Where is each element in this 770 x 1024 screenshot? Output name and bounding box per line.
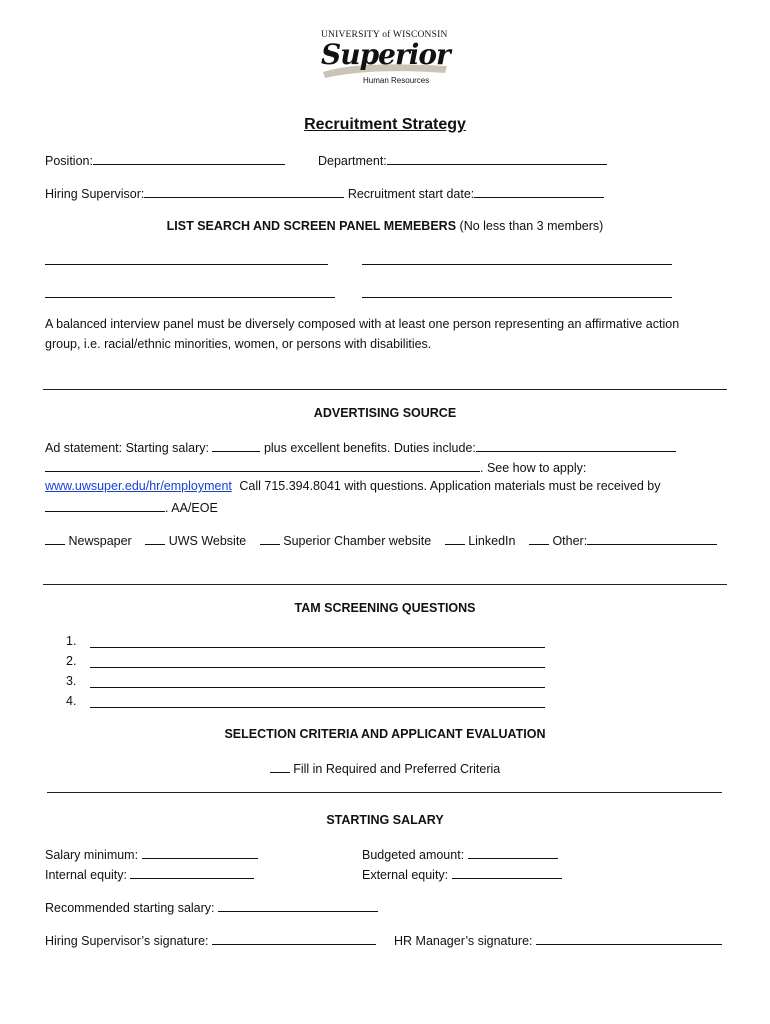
other-field[interactable]: [587, 532, 717, 545]
logo-superior: Superior: [321, 38, 450, 71]
received-by-field[interactable]: [45, 499, 165, 512]
tam-question-3[interactable]: [90, 687, 545, 688]
panel-heading: LIST SEARCH AND SCREEN PANEL MEMEBERS: [166, 219, 457, 233]
aa-eoe-text: . AA/EOE: [165, 501, 218, 515]
divider-1: [43, 389, 727, 390]
hr-signature-label: HR Manager’s signature:: [394, 934, 533, 948]
source-other: Other:: [552, 534, 588, 548]
ad-plus-text: plus excellent benefits. Duties include:: [263, 441, 476, 455]
salary-heading: STARTING SALARY: [326, 813, 444, 827]
supervisor-signature-label: Hiring Supervisor’s signature:: [45, 934, 209, 948]
panel-text-2: group, i.e. racial/ethnic minorities, women, or persons with disabilities.: [45, 337, 432, 351]
salary-minimum-label: Salary minimum:: [45, 848, 139, 862]
budgeted-amount-label: Budgeted amount:: [362, 848, 465, 862]
logo-department: Human Resources: [363, 76, 430, 85]
source-uws-website: UWS Website: [168, 534, 247, 548]
tam-heading: TAM SCREENING QUESTIONS: [294, 601, 476, 615]
starting-salary-field[interactable]: [212, 439, 260, 452]
start-date-field[interactable]: [474, 185, 604, 198]
uws-website-check[interactable]: [145, 532, 165, 545]
external-equity-label: External equity:: [362, 868, 449, 882]
hiring-supervisor-label: Hiring Supervisor:: [45, 187, 145, 201]
source-linkedin: LinkedIn: [468, 534, 516, 548]
divider-2: [43, 584, 727, 585]
panel-note: (No less than 3 members): [459, 219, 604, 233]
see-how-text: . See how to apply:: [480, 461, 587, 475]
panel-member-2[interactable]: [362, 264, 672, 265]
tam-number-1: 1.: [66, 634, 77, 648]
logo-university: UNIVERSITY of WISCONSIN: [321, 30, 448, 40]
source-chamber: Superior Chamber website: [283, 534, 432, 548]
start-date-label: Recruitment start date:: [347, 187, 475, 201]
duties-field-2[interactable]: [45, 459, 480, 472]
hiring-supervisor-field[interactable]: [144, 185, 344, 198]
panel-member-3[interactable]: [45, 297, 335, 298]
salary-minimum-field[interactable]: [142, 846, 258, 859]
advertising-heading: ADVERTISING SOURCE: [313, 406, 457, 420]
supervisor-signature-field[interactable]: [212, 932, 376, 945]
criteria-check[interactable]: [270, 760, 290, 773]
panel-member-1[interactable]: [45, 264, 328, 265]
divider-3: [47, 792, 722, 793]
internal-equity-label: Internal equity:: [45, 868, 127, 882]
panel-text: A balanced interview panel must be diversely composed with at least one person representing an affirmative action: [45, 317, 680, 331]
budgeted-amount-field[interactable]: [468, 846, 558, 859]
selection-heading: SELECTION CRITERIA AND APPLICANT EVALUATION: [224, 727, 546, 741]
hr-signature-field[interactable]: [536, 932, 722, 945]
department-label: Department:: [318, 154, 387, 168]
newspaper-check[interactable]: [45, 532, 65, 545]
tam-question-4[interactable]: [90, 707, 545, 708]
duties-field[interactable]: [476, 439, 676, 452]
internal-equity-field[interactable]: [130, 866, 254, 879]
ad-statement-label: Ad statement: Starting salary:: [45, 441, 209, 455]
call-text: Call 715.394.8041 with questions. Application materials must be received by: [239, 479, 661, 493]
linkedin-check[interactable]: [445, 532, 465, 545]
position-label: Position:: [45, 154, 93, 168]
chamber-check[interactable]: [260, 532, 280, 545]
tam-number-2: 2.: [66, 654, 77, 668]
source-newspaper: Newspaper: [68, 534, 132, 548]
recommended-salary-label: Recommended starting salary:: [45, 901, 215, 915]
department-field[interactable]: [387, 152, 607, 165]
tam-question-2[interactable]: [90, 667, 545, 668]
panel-member-4[interactable]: [362, 297, 672, 298]
position-field[interactable]: [93, 152, 285, 165]
recommended-salary-field[interactable]: [218, 899, 378, 912]
page-title: Recruitment Strategy: [304, 116, 466, 133]
tam-number-4: 4.: [66, 694, 77, 708]
employment-link[interactable]: www.uwsuper.edu/hr/employment: [45, 479, 232, 493]
external-equity-field[interactable]: [452, 866, 562, 879]
tam-question-1[interactable]: [90, 647, 545, 648]
tam-number-3: 3.: [66, 674, 77, 688]
other-check[interactable]: [529, 532, 549, 545]
logo: [315, 28, 455, 88]
criteria-text: Fill in Required and Preferred Criteria: [293, 762, 501, 776]
